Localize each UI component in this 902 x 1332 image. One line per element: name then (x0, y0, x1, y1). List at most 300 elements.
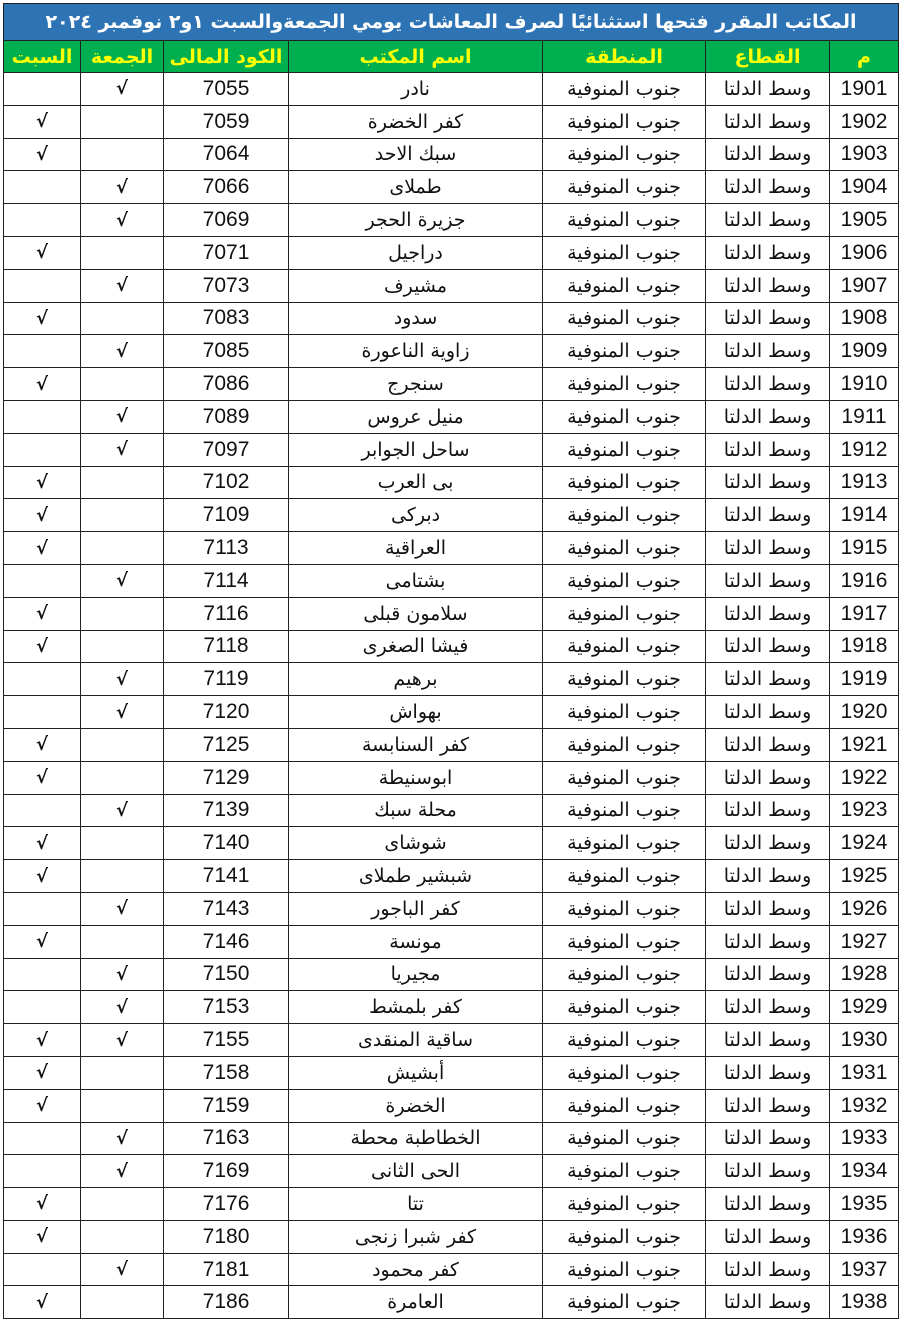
cell-saturday (4, 794, 81, 827)
table-row (4, 532, 899, 565)
cell-code: 7071 (164, 236, 289, 269)
cell-friday (81, 1056, 164, 1089)
table-row (4, 1122, 899, 1155)
header-saturday: السبت (4, 41, 81, 73)
cell-saturday (4, 564, 81, 597)
table-row (4, 564, 899, 597)
cell-code: 7120 (164, 696, 289, 729)
cell-index: 1931 (830, 1056, 899, 1089)
cell-region: جنوب المنوفية (543, 1220, 706, 1253)
cell-code: 7186 (164, 1286, 289, 1319)
cell-office: أبشيش (289, 1056, 543, 1089)
cell-saturday (4, 1253, 81, 1286)
cell-friday (81, 860, 164, 893)
cell-region: جنوب المنوفية (543, 466, 706, 499)
cell-friday (81, 302, 164, 335)
cell-sector: وسط الدلتا (706, 171, 830, 204)
cell-code: 7176 (164, 1188, 289, 1221)
cell-office: بى العرب (289, 466, 543, 499)
cell-index: 1918 (830, 630, 899, 663)
table-row (4, 499, 899, 532)
cell-code: 7150 (164, 958, 289, 991)
cell-region: جنوب المنوفية (543, 171, 706, 204)
cell-code: 7139 (164, 794, 289, 827)
cell-index: 1938 (830, 1286, 899, 1319)
cell-sector: وسط الدلتا (706, 335, 830, 368)
cell-friday (81, 466, 164, 499)
cell-office: سدود (289, 302, 543, 335)
cell-code: 7059 (164, 105, 289, 138)
cell-code: 7114 (164, 564, 289, 597)
cell-office: زاوية الناعورة (289, 335, 543, 368)
cell-saturday (4, 1122, 81, 1155)
cell-region: جنوب المنوفية (543, 728, 706, 761)
table-row (4, 73, 899, 106)
cell-sector: وسط الدلتا (706, 466, 830, 499)
cell-office: كفر السنابسة (289, 728, 543, 761)
cell-code: 7069 (164, 204, 289, 237)
cell-office: كفر بلمشط (289, 991, 543, 1024)
cell-saturday (4, 73, 81, 106)
cell-saturday: √ (4, 1220, 81, 1253)
cell-saturday: √ (4, 532, 81, 565)
cell-index: 1904 (830, 171, 899, 204)
cell-region: جنوب المنوفية (543, 499, 706, 532)
cell-index: 1936 (830, 1220, 899, 1253)
cell-index: 1923 (830, 794, 899, 827)
cell-office: تتا (289, 1188, 543, 1221)
cell-index: 1915 (830, 532, 899, 565)
cell-friday: √ (81, 991, 164, 1024)
cell-code: 7064 (164, 138, 289, 171)
cell-code: 7118 (164, 630, 289, 663)
cell-office: سنجرج (289, 368, 543, 401)
cell-index: 1903 (830, 138, 899, 171)
cell-index: 1921 (830, 728, 899, 761)
cell-sector: وسط الدلتا (706, 991, 830, 1024)
cell-region: جنوب المنوفية (543, 1286, 706, 1319)
cell-office: فيشا الصغرى (289, 630, 543, 663)
cell-friday: √ (81, 204, 164, 237)
cell-friday (81, 105, 164, 138)
table-row (4, 696, 899, 729)
cell-region: جنوب المنوفية (543, 892, 706, 925)
cell-saturday (4, 1155, 81, 1188)
cell-sector: وسط الدلتا (706, 761, 830, 794)
cell-code: 7180 (164, 1220, 289, 1253)
cell-friday: √ (81, 73, 164, 106)
cell-region: جنوب المنوفية (543, 827, 706, 860)
cell-index: 1924 (830, 827, 899, 860)
table-row (4, 1089, 899, 1122)
cell-sector: وسط الدلتا (706, 925, 830, 958)
cell-office: دبركى (289, 499, 543, 532)
cell-saturday (4, 696, 81, 729)
header-office: اسم المكتب (289, 41, 543, 73)
cell-office: ابوسنيطة (289, 761, 543, 794)
table-row (4, 466, 899, 499)
cell-index: 1932 (830, 1089, 899, 1122)
cell-office: العراقية (289, 532, 543, 565)
cell-code: 7119 (164, 663, 289, 696)
cell-code: 7169 (164, 1155, 289, 1188)
cell-code: 7083 (164, 302, 289, 335)
cell-code: 7097 (164, 433, 289, 466)
table-row (4, 663, 899, 696)
table-row (4, 138, 899, 171)
cell-friday: √ (81, 958, 164, 991)
cell-code: 7141 (164, 860, 289, 893)
cell-region: جنوب المنوفية (543, 204, 706, 237)
cell-region: جنوب المنوفية (543, 1024, 706, 1057)
cell-office: بهواش (289, 696, 543, 729)
cell-office: ساقية المنقدى (289, 1024, 543, 1057)
cell-friday (81, 532, 164, 565)
cell-index: 1928 (830, 958, 899, 991)
table-row (4, 630, 899, 663)
cell-sector: وسط الدلتا (706, 400, 830, 433)
cell-code: 7181 (164, 1253, 289, 1286)
cell-code: 7125 (164, 728, 289, 761)
table-row (4, 892, 899, 925)
table-row (4, 827, 899, 860)
cell-saturday: √ (4, 925, 81, 958)
cell-sector: وسط الدلتا (706, 1024, 830, 1057)
cell-index: 1913 (830, 466, 899, 499)
cell-office: كفر الخضرة (289, 105, 543, 138)
table-row (4, 171, 899, 204)
cell-region: جنوب المنوفية (543, 663, 706, 696)
cell-saturday: √ (4, 302, 81, 335)
cell-region: جنوب المنوفية (543, 73, 706, 106)
cell-office: محلة سبك (289, 794, 543, 827)
table-row (4, 991, 899, 1024)
cell-sector: وسط الدلتا (706, 958, 830, 991)
cell-region: جنوب المنوفية (543, 991, 706, 1024)
table-row (4, 1188, 899, 1221)
cell-index: 1917 (830, 597, 899, 630)
cell-index: 1908 (830, 302, 899, 335)
cell-code: 7129 (164, 761, 289, 794)
table-row (4, 860, 899, 893)
header-friday: الجمعة (81, 41, 164, 73)
cell-code: 7113 (164, 532, 289, 565)
cell-region: جنوب المنوفية (543, 925, 706, 958)
cell-friday (81, 728, 164, 761)
cell-sector: وسط الدلتا (706, 73, 830, 106)
cell-index: 1905 (830, 204, 899, 237)
cell-region: جنوب المنوفية (543, 236, 706, 269)
cell-code: 7073 (164, 269, 289, 302)
cell-saturday: √ (4, 105, 81, 138)
cell-index: 1907 (830, 269, 899, 302)
cell-office: بشتامى (289, 564, 543, 597)
cell-saturday (4, 892, 81, 925)
cell-index: 1926 (830, 892, 899, 925)
cell-office: العامرة (289, 1286, 543, 1319)
cell-sector: وسط الدلتا (706, 564, 830, 597)
table-row (4, 761, 899, 794)
table-row (4, 1056, 899, 1089)
cell-sector: وسط الدلتا (706, 827, 830, 860)
cell-region: جنوب المنوفية (543, 1253, 706, 1286)
cell-sector: وسط الدلتا (706, 236, 830, 269)
table-row (4, 1253, 899, 1286)
cell-code: 7089 (164, 400, 289, 433)
table-row (4, 958, 899, 991)
cell-index: 1912 (830, 433, 899, 466)
cell-friday: √ (81, 400, 164, 433)
cell-index: 1937 (830, 1253, 899, 1286)
cell-sector: وسط الدلتا (706, 302, 830, 335)
cell-sector: وسط الدلتا (706, 532, 830, 565)
cell-region: جنوب المنوفية (543, 532, 706, 565)
cell-friday: √ (81, 1122, 164, 1155)
cell-sector: وسط الدلتا (706, 1253, 830, 1286)
table-row (4, 302, 899, 335)
cell-sector: وسط الدلتا (706, 499, 830, 532)
cell-office: الخطاطبة محطة (289, 1122, 543, 1155)
header-row (4, 41, 899, 73)
cell-code: 7163 (164, 1122, 289, 1155)
cell-sector: وسط الدلتا (706, 1155, 830, 1188)
cell-friday: √ (81, 1024, 164, 1057)
cell-region: جنوب المنوفية (543, 400, 706, 433)
cell-saturday: √ (4, 1089, 81, 1122)
cell-region: جنوب المنوفية (543, 302, 706, 335)
cell-sector: وسط الدلتا (706, 105, 830, 138)
cell-region: جنوب المنوفية (543, 368, 706, 401)
cell-sector: وسط الدلتا (706, 1286, 830, 1319)
offices-table-container (3, 3, 898, 1319)
cell-friday: √ (81, 663, 164, 696)
cell-sector: وسط الدلتا (706, 663, 830, 696)
cell-office: مونسة (289, 925, 543, 958)
cell-index: 1933 (830, 1122, 899, 1155)
cell-sector: وسط الدلتا (706, 1056, 830, 1089)
cell-sector: وسط الدلتا (706, 630, 830, 663)
cell-code: 7102 (164, 466, 289, 499)
table-row (4, 728, 899, 761)
cell-office: دراجيل (289, 236, 543, 269)
cell-saturday: √ (4, 1024, 81, 1057)
cell-friday (81, 761, 164, 794)
header-index: م (830, 41, 899, 73)
cell-sector: وسط الدلتا (706, 728, 830, 761)
cell-friday (81, 1220, 164, 1253)
cell-office: مشيرف (289, 269, 543, 302)
cell-office: برهيم (289, 663, 543, 696)
cell-sector: وسط الدلتا (706, 794, 830, 827)
table-row (4, 400, 899, 433)
cell-code: 7159 (164, 1089, 289, 1122)
cell-code: 7085 (164, 335, 289, 368)
cell-saturday (4, 663, 81, 696)
cell-friday (81, 827, 164, 860)
cell-saturday (4, 958, 81, 991)
cell-office: الخضرة (289, 1089, 543, 1122)
cell-sector: وسط الدلتا (706, 1089, 830, 1122)
cell-code: 7116 (164, 597, 289, 630)
cell-office: مجيريا (289, 958, 543, 991)
table-row (4, 269, 899, 302)
cell-sector: وسط الدلتا (706, 892, 830, 925)
cell-office: ساحل الجوابر (289, 433, 543, 466)
cell-code: 7086 (164, 368, 289, 401)
cell-index: 1916 (830, 564, 899, 597)
cell-code: 7153 (164, 991, 289, 1024)
cell-friday: √ (81, 335, 164, 368)
cell-friday (81, 499, 164, 532)
cell-region: جنوب المنوفية (543, 138, 706, 171)
table-row (4, 236, 899, 269)
cell-saturday: √ (4, 860, 81, 893)
cell-sector: وسط الدلتا (706, 696, 830, 729)
cell-friday (81, 1188, 164, 1221)
cell-saturday (4, 335, 81, 368)
cell-sector: وسط الدلتا (706, 433, 830, 466)
cell-office: كفر محمود (289, 1253, 543, 1286)
cell-region: جنوب المنوفية (543, 696, 706, 729)
cell-office: نادر (289, 73, 543, 106)
header-region: المنطقة (543, 41, 706, 73)
cell-friday (81, 1089, 164, 1122)
cell-saturday: √ (4, 236, 81, 269)
cell-saturday (4, 204, 81, 237)
cell-friday (81, 925, 164, 958)
header-sector: القطاع (706, 41, 830, 73)
cell-code: 7055 (164, 73, 289, 106)
cell-sector: وسط الدلتا (706, 1220, 830, 1253)
cell-friday: √ (81, 1155, 164, 1188)
title-row (4, 4, 899, 41)
table-row (4, 925, 899, 958)
cell-index: 1906 (830, 236, 899, 269)
cell-office: كفر الباجور (289, 892, 543, 925)
cell-friday: √ (81, 794, 164, 827)
cell-friday: √ (81, 269, 164, 302)
table-row (4, 335, 899, 368)
cell-index: 1934 (830, 1155, 899, 1188)
cell-friday (81, 368, 164, 401)
table-row (4, 1220, 899, 1253)
cell-saturday (4, 433, 81, 466)
table-row (4, 1155, 899, 1188)
cell-friday: √ (81, 892, 164, 925)
cell-saturday (4, 171, 81, 204)
table-row (4, 794, 899, 827)
cell-saturday: √ (4, 728, 81, 761)
cell-office: شوشاى (289, 827, 543, 860)
cell-region: جنوب المنوفية (543, 958, 706, 991)
cell-region: جنوب المنوفية (543, 761, 706, 794)
table-row (4, 433, 899, 466)
cell-index: 1925 (830, 860, 899, 893)
offices-table (3, 3, 899, 1319)
cell-office: منيل عروس (289, 400, 543, 433)
cell-office: طملاى (289, 171, 543, 204)
cell-index: 1919 (830, 663, 899, 696)
cell-index: 1920 (830, 696, 899, 729)
cell-index: 1911 (830, 400, 899, 433)
cell-code: 7158 (164, 1056, 289, 1089)
cell-friday: √ (81, 696, 164, 729)
cell-region: جنوب المنوفية (543, 794, 706, 827)
cell-saturday: √ (4, 368, 81, 401)
cell-saturday: √ (4, 597, 81, 630)
header-code: الكود المالى (164, 41, 289, 73)
cell-region: جنوب المنوفية (543, 105, 706, 138)
cell-saturday: √ (4, 1286, 81, 1319)
cell-index: 1922 (830, 761, 899, 794)
cell-saturday (4, 400, 81, 433)
cell-region: جنوب المنوفية (543, 630, 706, 663)
cell-office: شبشير طملاى (289, 860, 543, 893)
cell-region: جنوب المنوفية (543, 597, 706, 630)
cell-sector: وسط الدلتا (706, 1122, 830, 1155)
cell-saturday: √ (4, 499, 81, 532)
cell-index: 1902 (830, 105, 899, 138)
cell-index: 1929 (830, 991, 899, 1024)
cell-region: جنوب المنوفية (543, 1155, 706, 1188)
cell-friday: √ (81, 171, 164, 204)
cell-region: جنوب المنوفية (543, 1188, 706, 1221)
cell-friday (81, 1286, 164, 1319)
cell-friday (81, 138, 164, 171)
cell-sector: وسط الدلتا (706, 860, 830, 893)
cell-saturday: √ (4, 827, 81, 860)
cell-region: جنوب المنوفية (543, 269, 706, 302)
cell-saturday (4, 991, 81, 1024)
cell-friday: √ (81, 564, 164, 597)
cell-index: 1930 (830, 1024, 899, 1057)
cell-region: جنوب المنوفية (543, 1122, 706, 1155)
cell-friday: √ (81, 433, 164, 466)
cell-region: جنوب المنوفية (543, 433, 706, 466)
cell-index: 1927 (830, 925, 899, 958)
cell-code: 7155 (164, 1024, 289, 1057)
cell-saturday (4, 269, 81, 302)
cell-saturday: √ (4, 630, 81, 663)
cell-sector: وسط الدلتا (706, 597, 830, 630)
cell-sector: وسط الدلتا (706, 138, 830, 171)
table-title: المكاتب المقرر فتحها استثنائيًا لصرف المعاشات يومي الجمعةوالسبت ١و٢ نوفمبر ٢٠٢٤ (4, 4, 899, 41)
table-row (4, 1024, 899, 1057)
cell-office: كفر شبرا زنجى (289, 1220, 543, 1253)
cell-sector: وسط الدلتا (706, 368, 830, 401)
table-row (4, 204, 899, 237)
cell-code: 7109 (164, 499, 289, 532)
table-row (4, 597, 899, 630)
cell-index: 1901 (830, 73, 899, 106)
cell-index: 1909 (830, 335, 899, 368)
cell-friday: √ (81, 1253, 164, 1286)
cell-index: 1935 (830, 1188, 899, 1221)
cell-saturday: √ (4, 1188, 81, 1221)
cell-sector: وسط الدلتا (706, 269, 830, 302)
cell-friday (81, 597, 164, 630)
cell-friday (81, 630, 164, 663)
cell-office: سبك الاحد (289, 138, 543, 171)
cell-region: جنوب المنوفية (543, 1056, 706, 1089)
table-row (4, 105, 899, 138)
table-row (4, 368, 899, 401)
cell-office: الحى الثانى (289, 1155, 543, 1188)
cell-code: 7066 (164, 171, 289, 204)
cell-sector: وسط الدلتا (706, 1188, 830, 1221)
cell-index: 1914 (830, 499, 899, 532)
cell-office: سلامون قبلى (289, 597, 543, 630)
